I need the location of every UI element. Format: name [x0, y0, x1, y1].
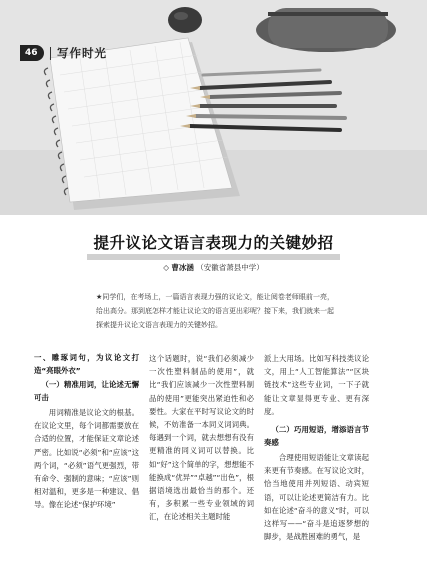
author-line	[0, 262, 427, 273]
body-paragraph: 用词精准是议论文的根基。在议论文里，每个词都需要放在合适的位置，才能保证文章论述严密。比如说“必须”和“应该”这两个词，“必须”语气更强烈，带有命令、强制的意味；“应该”则相对温和，更多是一种建议、倡导。像在论述“保护环境”	[34, 408, 139, 510]
body-paragraph: 合理使用短语能让文章读起来更有节奏感。在写议论文时，恰当地使用并列短语、动宾短语，可以让论述更简洁有力。比如在论述“奋斗的意义”时，可以这样写——“奋斗是追逐梦想的脚步，是战胜困难的勇气，是	[264, 453, 369, 542]
author-prefix: ◇	[163, 263, 169, 272]
section-1-subtitle-2: （二）巧用短语，增添语言节奏感	[264, 425, 369, 447]
desk-photo-illustration	[0, 0, 427, 215]
section-1-subtitle-1: （一）精准用词，让论述无懈可击	[34, 380, 139, 402]
header-divider	[50, 47, 52, 60]
article-title: 提升议论文语言表现力的关键妙招	[87, 234, 339, 260]
page-header	[20, 45, 107, 61]
section-1-title: 一、雕琢词句，为议论文打造“亮眼外衣”	[34, 353, 139, 375]
column-3	[264, 352, 369, 543]
article-intro: ★同学们，在考场上，一篇语言表现力强的议论文，能让阅卷老师眼前一亮，给出高分。那到底怎样才能让议论文的语言更出彩呢？接下来，我们就来一起探索提升议论文语言表现力的关键妙招。	[96, 293, 334, 329]
page-number: 46	[20, 45, 44, 61]
body-paragraph: 派上大用场。比如写科技类议论文，用上“人工智能算法”“区块链技术”这些专业词，一下子就能让文章显得更专业、更有深度。	[264, 354, 369, 416]
title-block	[0, 233, 427, 260]
column-2	[149, 352, 254, 524]
header-photo	[0, 0, 427, 215]
author-org: （安徽省萧县中学）	[196, 263, 264, 272]
column-1	[34, 352, 139, 512]
author-name: 曹冰涵	[171, 263, 194, 272]
column-name: 写作时光	[57, 46, 108, 60]
body-paragraph: 这个话题时，说“我们必须减少一次性塑料制品的使用”，就比“我们应该减少一次性塑料制品的使用”更能突出紧迫性和必要性。大家在平时写议论文的时候，不妨准备一本同义词词典。每遇到一个词，就去想想有没有更精准的同义词可以替换。比如“好”这个简单的字，想想能不能换成“优异”“卓越”“出色”，根据语境选出最恰当的那个。还有，多积累一些专业领域的词汇，在论述相关主题时能	[149, 354, 254, 522]
